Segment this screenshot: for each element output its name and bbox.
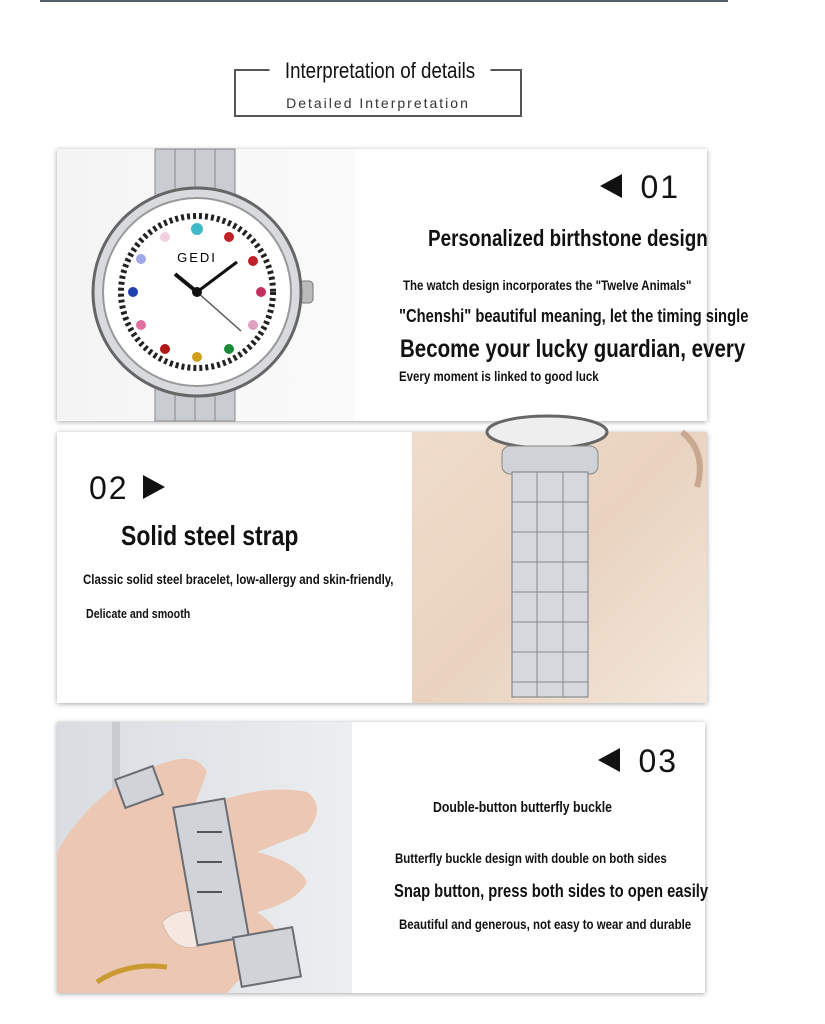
section-line: Become your lucky guardian, every (400, 335, 746, 363)
section-line: Snap button, press both sides to open easily (394, 881, 709, 901)
section-butterfly-buckle (57, 722, 709, 993)
strap-image (412, 432, 707, 703)
buckle-image (57, 722, 352, 993)
svg-text:GEDI: GEDI (177, 250, 217, 265)
section-line: Every moment is linked to good luck (399, 368, 599, 384)
section-line: Beautiful and generous, not easy to wear and durable (399, 916, 692, 932)
section-line: The watch design incorporates the "Twelve Animals" (403, 277, 692, 293)
arrow-left-icon (600, 174, 622, 198)
section-birthstone (57, 149, 749, 421)
arrow-right-icon (143, 475, 165, 499)
section-line: Butterfly buckle design with double on both sides (395, 850, 667, 866)
section-number-02: 02 (89, 470, 165, 507)
section-heading: Solid steel strap (121, 520, 299, 551)
section-number-01: 01 (600, 169, 680, 206)
section-line: Delicate and smooth (86, 606, 191, 621)
section-heading: Personalized birthstone design (428, 225, 708, 251)
section-number-03: 03 (598, 743, 678, 780)
section-heading: Double-button butterfly buckle (433, 799, 613, 816)
arrow-left-icon (598, 748, 620, 772)
page-title: Interpretation of details (270, 58, 491, 84)
section-line: "Chenshi" beautiful meaning, let the timing single (399, 306, 749, 326)
top-divider (40, 0, 728, 2)
watch-face-image (57, 149, 355, 421)
section-steel-strap (57, 432, 707, 703)
section-line: Classic solid steel bracelet, low-allergy and skin-friendly, (83, 571, 394, 587)
page-subtitle: Detailed Interpretation (286, 95, 470, 111)
